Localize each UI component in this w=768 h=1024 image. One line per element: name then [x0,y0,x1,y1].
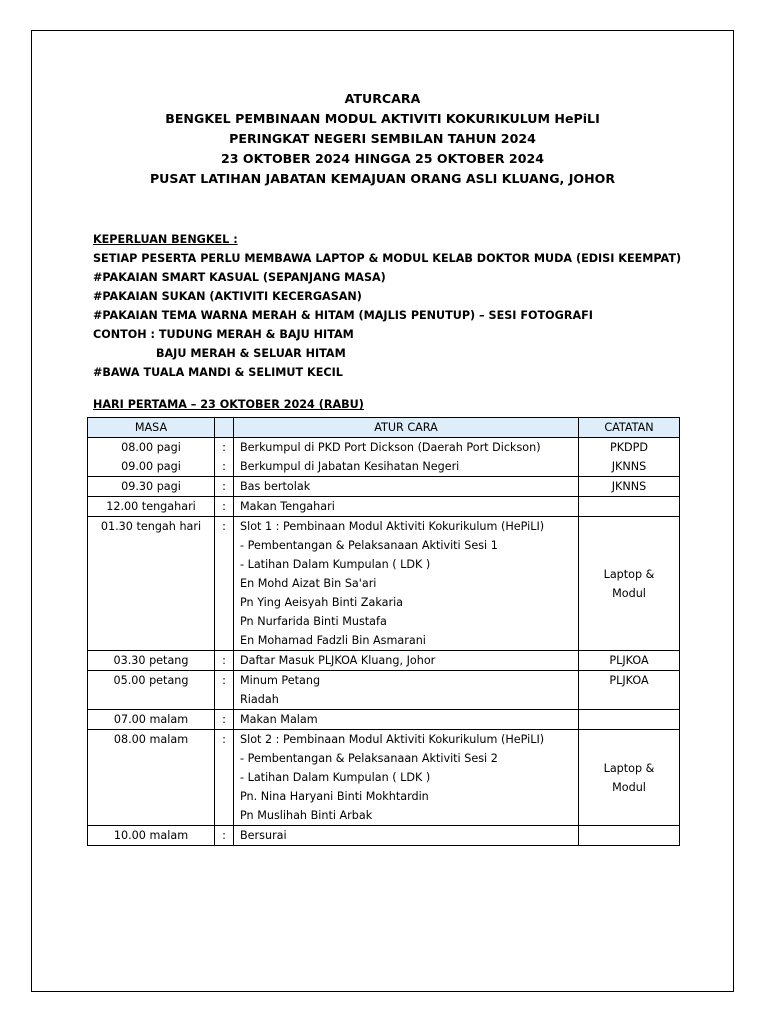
cell-atur-cara-text: Makan Malam [240,713,318,726]
cell-atur-cara-text: En Mohamad Fadzli Bin Asmarani [240,634,426,647]
cell-masa-text: 09.30 pagi [121,480,181,493]
cell-catatan [579,438,680,477]
requirements-heading: KEPERLUAN BENGKEL : [93,233,238,246]
cell-atur-cara-text: Bas bertolak [240,480,311,493]
cell-catatan [579,710,680,730]
cell-masa-text: 07.00 malam [113,713,189,726]
cell-colon [215,651,234,671]
cell-masa-text: 10.00 malam [113,829,189,842]
cell-catatan-text: JKNNS [611,480,647,493]
cell-catatan-text: Laptop & [603,761,655,775]
requirement-item-indented: BAJU MERAH & SELUAR HITAM [156,347,346,360]
cell-colon [215,826,234,846]
cell-masa [88,477,215,497]
title-line-1: ATURCARA [344,91,421,106]
requirement-item: SETIAP PESERTA PERLU MEMBAWA LAPTOP & MODUL KELAB DOKTOR MUDA (EDISI KEEMPAT) [93,252,682,265]
document-title [32,89,733,189]
cell-atur-cara-text: - Pembentangan & Pelaksanaan Aktiviti Sesi 2 [240,752,498,765]
cell-atur-cara-text: Makan Tengahari [240,500,335,513]
header-masa: MASA [88,418,215,438]
table-row [88,710,680,730]
cell-masa-text: 05.00 petang [113,674,189,687]
table-row [88,651,680,671]
title-line-5: PUSAT LATIHAN JABATAN KEMAJUAN ORANG ASLI KLUANG, JOHOR [149,171,616,186]
cell-atur-cara-text: Pn Ying Aeisyah Binti Zakaria [240,596,404,609]
requirement-item: #PAKAIAN SUKAN (AKTIVITI KECERGASAN) [93,290,362,303]
cell-masa-text: 12.00 tengahari [106,500,196,513]
cell-masa [88,730,215,826]
title-line-3: PERINGKAT NEGERI SEMBILAN TAHUN 2024 [229,131,536,146]
cell-masa-text: 08.00 pagi [121,441,181,454]
cell-catatan-text: PLJKOA [609,654,649,667]
cell-atur-cara [234,438,579,477]
cell-masa [88,438,215,477]
cell-atur-cara-text: En Mohd Aizat Bin Sa'ari [240,577,377,590]
cell-masa [88,651,215,671]
cell-colon-text: : [222,713,226,726]
cell-colon-text: : [222,460,226,473]
cell-atur-cara-text: Riadah [240,693,279,706]
cell-atur-cara-text: Pn Muslihah Binti Arbak [240,809,373,822]
cell-atur-cara-text: Bersurai [240,829,287,842]
cell-catatan [579,651,680,671]
cell-masa-text: 01.30 tengah hari [100,520,202,533]
cell-masa [88,497,215,517]
cell-atur-cara-text: Slot 1 : Pembinaan Modul Aktiviti Kokurikulum (HePiLI) [240,520,545,533]
cell-catatan-text: Modul [612,780,646,794]
cell-catatan-text: PLJKOA [609,674,649,687]
cell-atur-cara [234,477,579,497]
day-heading: HARI PERTAMA – 23 OKTOBER 2024 (RABU) [93,398,364,411]
cell-atur-cara [234,671,579,710]
cell-colon-text: : [222,674,226,687]
cell-colon-text: : [222,520,226,533]
cell-colon-text: : [222,829,226,842]
cell-atur-cara-text: Pn Nurfarida Binti Mustafa [240,615,387,628]
cell-catatan-text: PKDPD [609,441,649,454]
document-page [31,30,734,992]
header-atur-cara: ATUR CARA [234,418,579,438]
table-row [88,826,680,846]
cell-colon [215,730,234,826]
cell-masa [88,710,215,730]
cell-masa-text: 08.00 malam [113,733,189,746]
requirement-item: CONTOH : TUDUNG MERAH & BAJU HITAM [93,328,354,341]
cell-colon [215,517,234,651]
cell-atur-cara-text: - Latihan Dalam Kumpulan ( LDK ) [240,771,431,784]
cell-atur-cara [234,497,579,517]
title-line-4: 23 OKTOBER 2024 HINGGA 25 OKTOBER 2024 [221,151,544,166]
cell-atur-cara-text: Berkumpul di Jabatan Kesihatan Negeri [240,460,460,473]
cell-colon-text: : [222,500,226,513]
table-row [88,517,680,651]
requirements-section [93,230,703,382]
cell-colon [215,477,234,497]
cell-colon [215,671,234,710]
cell-atur-cara [234,517,579,651]
cell-masa [88,671,215,710]
cell-catatan-text: Modul [612,586,646,600]
table-row [88,438,680,477]
cell-atur-cara-text: - Pembentangan & Pelaksanaan Aktiviti Sesi 1 [240,539,498,552]
cell-colon-text: : [222,654,226,667]
cell-atur-cara-text: Daftar Masuk PLJKOA Kluang, Johor [240,654,436,667]
table-row [88,497,680,517]
cell-colon-text: : [222,480,226,493]
header-catatan: CATATAN [579,418,680,438]
cell-atur-cara [234,730,579,826]
cell-atur-cara [234,710,579,730]
cell-atur-cara-text: Slot 2 : Pembinaan Modul Aktiviti Kokurikulum (HePiLI) [240,733,545,746]
schedule-body [88,438,680,846]
cell-colon-text: : [222,733,226,746]
table-row [88,730,680,826]
cell-atur-cara-text: Berkumpul di PKD Port Dickson (Daerah Port Dickson) [240,441,541,454]
cell-atur-cara-text: Pn. Nina Haryani Binti Mokhtardin [240,790,429,803]
table-row [88,671,680,710]
cell-masa [88,826,215,846]
cell-catatan [579,730,680,826]
requirement-item: #PAKAIAN SMART KASUAL (SEPANJANG MASA) [93,271,386,284]
cell-catatan-text: JKNNS [611,460,647,473]
cell-catatan [579,671,680,710]
cell-atur-cara-text: Minum Petang [240,674,321,687]
cell-atur-cara [234,651,579,671]
cell-masa-text: 03.30 petang [113,654,189,667]
title-line-2: BENGKEL PEMBINAAN MODUL AKTIVITI KOKURIKULUM HePiLI [165,111,600,126]
cell-atur-cara [234,826,579,846]
cell-masa-text: 09.00 pagi [121,460,181,473]
cell-catatan [579,517,680,651]
schedule-table [87,417,680,846]
cell-catatan-text: Laptop & [603,567,655,581]
cell-colon-text: : [222,441,226,454]
table-row [88,477,680,497]
requirement-item: #PAKAIAN TEMA WARNA MERAH & HITAM (MAJLIS PENUTUP) – SESI FOTOGRAFI [93,309,593,322]
cell-catatan [579,826,680,846]
cell-catatan [579,477,680,497]
cell-colon [215,710,234,730]
cell-atur-cara-text: - Latihan Dalam Kumpulan ( LDK ) [240,558,431,571]
header-colon [215,418,234,438]
cell-colon [215,497,234,517]
cell-colon [215,438,234,477]
table-header-row [88,418,680,438]
cell-masa [88,517,215,651]
cell-catatan [579,497,680,517]
requirement-item: #BAWA TUALA MANDI & SELIMUT KECIL [93,366,343,379]
